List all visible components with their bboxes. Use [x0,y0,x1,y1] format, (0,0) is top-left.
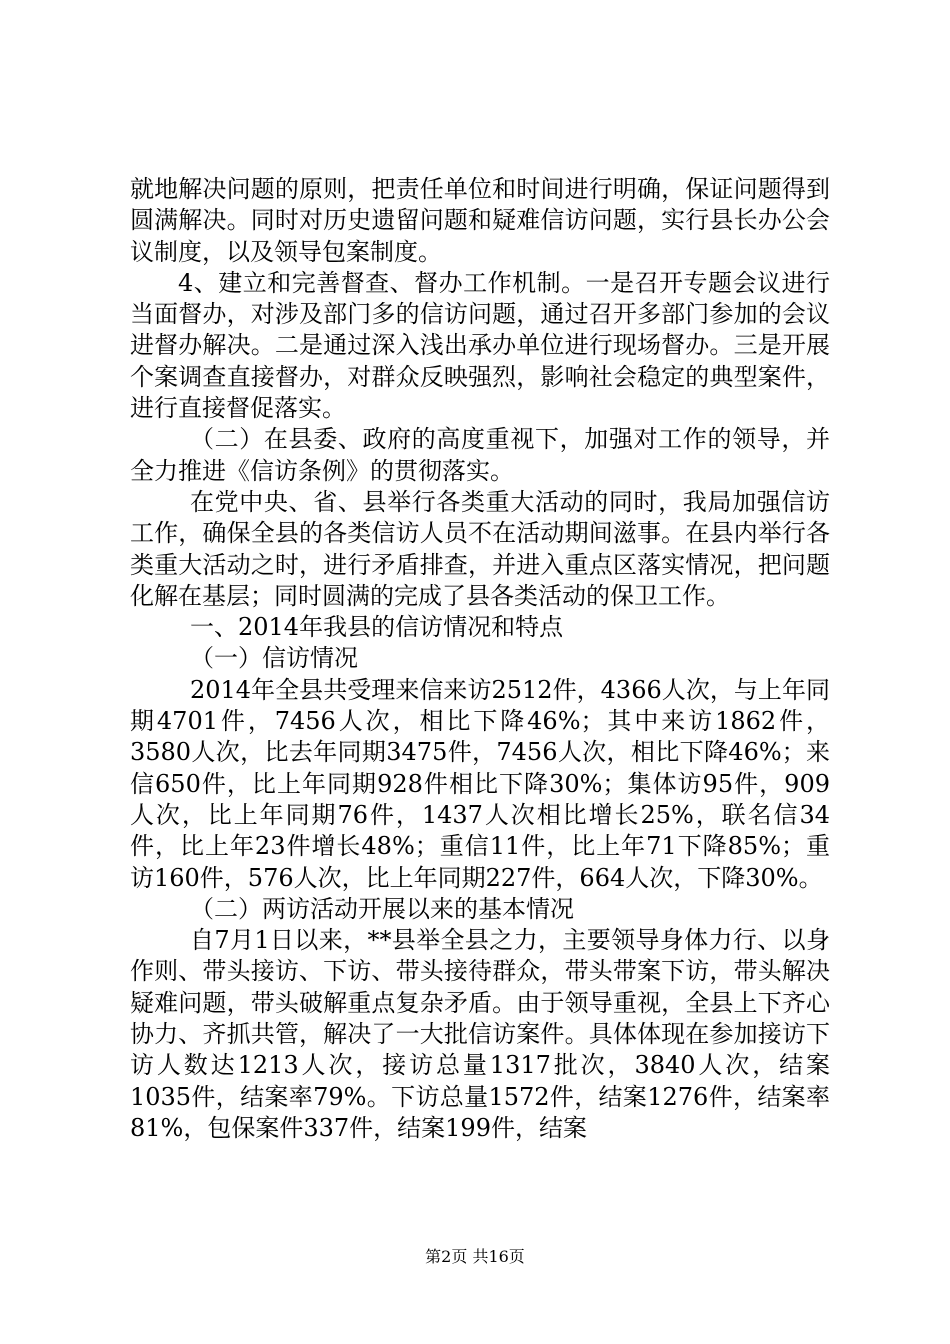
paragraph-petition-statistics: 2014年全县共受理来信来访2512件，4366人次，与上年同期4701件，7456人次，相比下降46%；其中来访1862件，3580人次，比去年同期3475件，7456人次，相比下降46%；来信650件，比上年同期928件相比下降30%；集体访95件，909人次，比上年同期76件，1437人次相比增长25%，联名信34件，比上年23件增长48%；重信11件，比上年71下降85%；重访160件，576人次，比上年同期227件，664人次，下降30%。 [130,675,830,892]
subsection-heading-petition-status: （一）信访情况 [190,644,358,673]
page-number-footer: 第2页 共16页 [425,1247,525,1266]
subsection-heading-two-visits: （二）两访活动开展以来的基本情况 [190,894,574,923]
paragraph-supervision-mechanism: 4、建立和完善督查、督办工作机制。一是召开专题会议进行当面督办，对涉及部门多的信访问题，通过召开多部门参加的会议进督办解决。二是通过深入浅出承办单位进行现场督办。三是开展个案调查直接督办，对群众反映强烈，影响社会稳定的典型案件，进行直接督促落实。 [130,268,830,423]
section-heading-2014-overview: 一、2014年我县的信访情况和特点 [190,613,564,642]
paragraph-heading-leadership: （二）在县委、政府的高度重视下，加强对工作的领导，并全力推进《信访条例》的贯彻落实。 [130,425,830,485]
document-body [130,174,830,1144]
paragraph-two-visits-details: 自7月1日以来，**县举全县之力，主要领导身体力行、以身作则、带头接访、下访、带头接待群众，带头带案下访，带头解决疑难问题，带头破解重点复杂矛盾。由于领导重视，全县上下齐心协力、齐抓共管，解决了一大批信访案件。具体体现在参加接访下访人数达1213人次，接访总量1317批次，3840人次，结案1035件，结案率79%。下访总量1572件，结案1276件，结案率81%，包保案件337件，结案199件，结案 [130,926,830,1142]
paragraph-major-events: 在党中央、省、县举行各类重大活动的同时，我局加强信访工作，确保全县的各类信访人员不在活动期间滋事。在县内举行各类重大活动之时，进行矛盾排查，并进入重点区落实情况，把问题化解在基层；同时圆满的完成了县各类活动的保卫工作。 [130,487,830,610]
paragraph-continuation: 就地解决问题的原则，把责任单位和时间进行明确，保证问题得到圆满解决。同时对历史遗留问题和疑难信访问题，实行县长办公会议制度，以及领导包案制度。 [130,175,830,266]
